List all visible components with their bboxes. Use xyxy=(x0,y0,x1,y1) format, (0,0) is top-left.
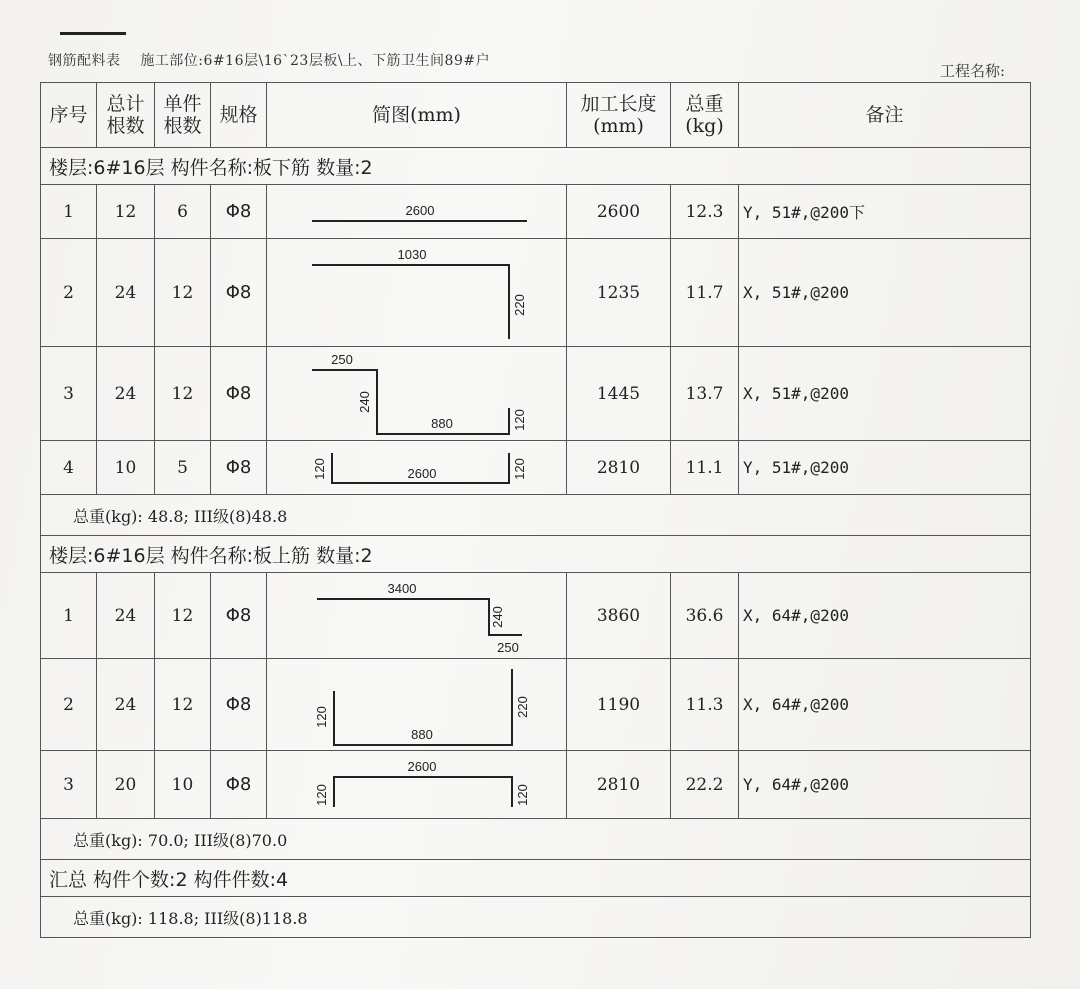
table-row: 1 12 6 Φ8 2600 2600 12.3 Y, 51#,@200下 xyxy=(41,185,1031,239)
svg-text:3400: 3400 xyxy=(387,580,416,596)
summary-total: 总重(kg): 118.8; III级(8)118.8 xyxy=(41,897,1031,938)
top-rule xyxy=(60,32,126,35)
svg-text:120: 120 xyxy=(511,457,527,480)
svg-text:2600: 2600 xyxy=(407,465,436,481)
section-header: 楼层:6#16层 构件名称:板下筋 数量:2 xyxy=(41,148,1031,185)
svg-text:2600: 2600 xyxy=(407,758,436,774)
svg-text:220: 220 xyxy=(514,695,530,718)
table-row: 2 24 12 Φ8 1030 220 1235 11.7 X, 51#,@200 xyxy=(41,239,1031,347)
construction-location: 施工部位:6#16层\16`23层板\上、下筋卫生间89#户 xyxy=(140,53,491,69)
svg-text:880: 880 xyxy=(410,726,433,742)
svg-text:120: 120 xyxy=(511,408,527,431)
sheet-header xyxy=(48,50,490,70)
svg-text:880: 880 xyxy=(430,415,453,431)
col-remark: 备注 xyxy=(739,83,1031,148)
svg-text:240: 240 xyxy=(356,390,372,413)
table-row: 3 24 12 Φ8 250 240 880 120 1445 13.7 X, 51#,@200 xyxy=(41,347,1031,441)
bar-shape-diagram xyxy=(267,659,567,751)
section-total: 总重(kg): 48.8; III级(8)48.8 xyxy=(41,495,1031,536)
col-spec: 规格 xyxy=(211,83,267,148)
table-row: 3 20 10 Φ8 2600 120 120 2810 22.2 Y, 64#,@200 xyxy=(41,751,1031,819)
table-header-row xyxy=(41,83,1031,148)
sheet-title: 钢筋配料表 xyxy=(48,53,121,69)
section-total: 总重(kg): 70.0; III级(8)70.0 xyxy=(41,819,1031,860)
svg-text:240: 240 xyxy=(489,605,505,628)
bar-shape-diagram xyxy=(267,347,567,441)
svg-text:2600: 2600 xyxy=(405,202,434,218)
bar-shape-diagram xyxy=(267,751,567,819)
bar-shape-diagram xyxy=(267,239,567,347)
table-row: 4 10 5 Φ8 120 2600 120 2810 11.1 Y, 51#,@200 xyxy=(41,441,1031,495)
col-diagram: 简图(mm) xyxy=(267,83,567,148)
col-weight: 总重 (kg) xyxy=(671,83,739,148)
section-header: 楼层:6#16层 构件名称:板上筋 数量:2 xyxy=(41,536,1031,573)
col-seq: 序号 xyxy=(41,83,97,148)
svg-text:250: 250 xyxy=(496,639,519,655)
bar-shape-diagram xyxy=(267,185,567,239)
col-length: 加工长度 (mm) xyxy=(567,83,671,148)
svg-text:120: 120 xyxy=(313,705,329,728)
svg-text:120: 120 xyxy=(514,783,530,806)
bar-shape-diagram xyxy=(267,441,567,495)
col-total-count: 总计 根数 xyxy=(97,83,155,148)
table-row: 2 24 12 Φ8 120 880 220 1190 11.3 X, 64#,@200 xyxy=(41,659,1031,751)
col-single-count: 单件 根数 xyxy=(155,83,211,148)
rebar-table xyxy=(40,82,1031,938)
svg-text:120: 120 xyxy=(313,783,329,806)
bar-shape-diagram xyxy=(267,573,567,659)
svg-text:220: 220 xyxy=(511,293,527,316)
project-name-label: 工程名称: xyxy=(940,62,1006,80)
svg-text:120: 120 xyxy=(311,457,327,480)
svg-text:250: 250 xyxy=(330,351,353,367)
table-row: 1 24 12 Φ8 3400 240 250 3860 36.6 X, 64#,@200 xyxy=(41,573,1031,659)
summary-header: 汇总 构件个数:2 构件件数:4 xyxy=(41,860,1031,897)
svg-text:1030: 1030 xyxy=(397,246,426,262)
